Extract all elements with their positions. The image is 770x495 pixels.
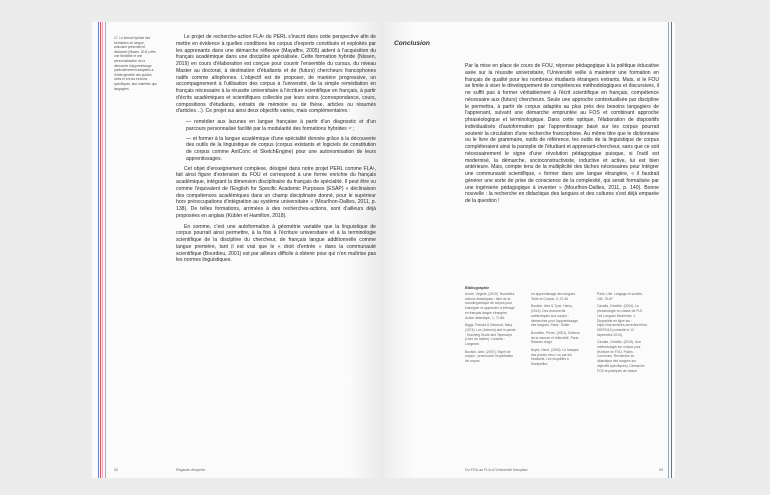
left-page — [92, 22, 384, 478]
left-body-text — [176, 34, 376, 268]
page-number: 52 — [114, 468, 118, 472]
edge-stripe-red — [671, 22, 672, 478]
bibliography-title: Bibliographie — [465, 286, 490, 290]
bibliography-entry: Boulton, Alex & Tyne, Henry. (2014). Des documents authentiques aux corpus : démarches pour l'apprentissage des langues. Paris : Didier. — [531, 304, 578, 328]
paragraph: Cet objet d'enseignement complexe, désigné dans notre projet PERL comme FLA¹, fait ainsi figure d'extension du FOU et correspond à une forme enrichie du français académique, intégrant la dimension disciplinaire du français de spécialité. Il peut être vu comme l'équivalent de l'English for Specific Academic Purposes (ESAP) « déclinaison des compétences académiques dans un champ disciplinaire donné, pour le supérieur hors préoccupations d'intégration au système universitaire » (Mourlhon-Dallies, 2011, p. 138). De telles formations, arrimées à des recherches-actions, sont d'ailleurs déjà proposées en anglais (Kübler et Hamilton, 2018). — [176, 165, 376, 219]
bibliography-column-3 — [597, 292, 649, 376]
stripe-light-blue — [105, 22, 106, 478]
stripe-pink — [102, 22, 103, 478]
bibliography-entry: Biggs, Patricia & Delwood, Mary. (1974). Les (Interest) and in parole : Teaching Guide and Tapescript (Livre du maître). Londres : Longman. — [465, 323, 516, 347]
stripe-red — [100, 22, 101, 478]
right-body-text — [465, 63, 659, 205]
paragraph: Le projet de recherche-action FLA¹ du PERL s'inscrit dans cette perspective afin de mettre en évidence à quelles conditions les corpus d'experts constitués et exploités par les apprenants dans une démarche réflexive (Mayaffre, 2005) aident à l'acquisition du français académique dans une discipline spécialisée. Cette formation hybride (Nissen, 2019) en cours d'élaboration est conçue pour couvrir l'ensemble du cursus, du niveau Master au doctorat, à destination d'étudiants et de (futurs) chercheurs francophones natifs comme allophones. L'objectif est de proposer, de manière progressive, un accompagnement à l'utilisation des corpus à l'université, de la simple remédiation en français nécessaire à la réussite universitaire à l'écriture scientifique en français, à partir d'écrits académiques et scientifiques collectés par leurs soins (correspondance, cours, compositions d'étudiants, extraits de mémoire ou de thèse, articles ou résumés d'articles…). Ce projet sui ainsi deux objectifs variés, mais complémentaires : — [176, 34, 376, 115]
bibliography-column-2 — [531, 292, 583, 370]
bibliography-column-1 — [465, 292, 517, 367]
page-number: 53 — [659, 468, 663, 472]
paragraph: En somme, c'est une autoformation à géométrie variable que la linguistique de corpus pourrait ainsi permettre, à la fois à l'écriture universitaire et à la terminologie scientifique de la discipline du chercheur, de français langue additionnelle comme langue première, tant il est vrai que le « droit d'entrée » dans la communauté scientifique (Bourdieu, 2001) est par ailleurs difficile à obtenir pour qui n'en maîtrise pas les normes linguistiques. — [176, 223, 376, 264]
right-page — [384, 22, 675, 478]
list-item: — et former à la langue académique d'une spécialité donnée grâce à la découverte des outils de la linguistique de corpus (corpus existants et logiciels de constitution de corpus comme AntConc et SketchEngine) pour une autonomisation de leurs apprentissages. — [186, 135, 376, 162]
bibliography-entry: André, Virginie. (2019). Nouvelles actions didactiques : faire de la sociolinguistique de corpus pour enseigner et apprendre à interagir en français langue étrangère. Action didactique, 1, 71-86. — [465, 292, 515, 320]
bibliography-entry: Boyer, Henri. (2000). Le français des jeunes vécu / vu par les étudiants. Les enquêtes à Montpellier, — [531, 348, 579, 367]
bibliography-entry: Bourdieu, Pierre. (2001). Science de la science et réflexivité. Paris : Raisons d'agir. — [531, 330, 580, 345]
margin-footnote: 17. Le format hybride des formations en langue, articulant présentiel et distanciel (Nissen, 2011) offre une flexibilité et une personnalisation de la démarche d'apprentissage particulièrement adaptées à l'hétérogénéité des publics visés et à leurs besoins spécifiques, tant matériels que langagiers. — [114, 36, 158, 91]
stripe-blue — [98, 22, 99, 478]
bibliography-entry: en apprentissage des langues. Texte et Corpus, 3, 37-46. — [531, 292, 576, 301]
bibliography-entry: Cavalla, Cristelle. (2004). La phraséologie en classe de FLE. Les Langues Modernes, 1. Disponible en ligne sur : https://hal.archives-ouvertes.fr/hal-00979119 (consulté le 12 septembre 2019). — [597, 304, 648, 337]
bibliography-entry: Paris, Lille. Langage et société, 106, 75-87. — [597, 292, 643, 301]
bibliography-entry: Cavalla, Cristelle. (2019). Une méthodologie sur corpus pour l'écriture en FOU. Points Communs. Recherche en didactique des langues sur objectifs spécifiques). Démarche FOS et pratiques de classe. — [597, 340, 645, 373]
edge-stripe-blue — [668, 22, 669, 478]
decorative-stripes — [98, 22, 108, 478]
list-item: — remédier aux lacunes en langue française à partir d'un diagnostic et d'un parcours personnalisé facilité par la modularité des formations hybrides ¹⁷ ; — [186, 119, 376, 132]
paragraph: Par la mise en place de cours de FOU, réponse pédagogique à la politique éducative axée sur la réussite universitaire, l'Université veille à maintenir une formation en français de qualité pour les nombreux étudiants étrangers entrants. Mais, si le FOU se limite à viser le développement de compétences méthodologiques et discursives, il ne suffit pas à former véritablement à l'écrit scientifique en français, compétence nécessaire aux (futurs) chercheurs. Seule une approche contextualisée par discipline le permettra, à partir de corpus adaptés au plus près des besoins langagiers de l'apprenant, suivant une démarche empruntée au FOS et combinant approche phraséologique et terminologique. Dans cette optique, l'élaboration de dispositifs individualisés d'autoformation par l'apprentissage basé sur les corpus pourrait soutenir la circulation d'une recherche francophone. Au même titre que le dictionnaire ou le livre de grammaire, outils de référence, les outils de la linguistique de corpus compléteraient ainsi la panoplie de l'étudiant et apprenant-chercheur, sans que ce soit nécessairement le signe d'une révolution pédagogique puisque, si l'outil est modernisé, la démarche, socioconstructiviste, inductive et active, lui est bien antérieure. Mais, compte tenu de la multiplicité des tâches nécessaires pour intégrer une communauté scientifique, « former dans une langue étrangère, « il faudrait générer une sorte de prise de conscience de la complexité, qui serait formalisée par une ingénierie pédagogique à inventer » (Mourlhon-Dallies, 2011, p. 140). Bonne nouvelle : la recherche en didactique des langues et des cultures s'est déjà emparée de la question ! — [465, 63, 659, 204]
bibliography-entry: Boulton, Alex. (2007). Esprit de corpus : promouvoir l'exploitation de corpus — [465, 349, 514, 364]
running-title: Du FOU au FLA à l'Université française — [465, 468, 528, 472]
running-title: Regards d'experts — [176, 468, 206, 472]
book-spread — [92, 22, 675, 478]
section-title: Conclusion — [394, 40, 430, 47]
